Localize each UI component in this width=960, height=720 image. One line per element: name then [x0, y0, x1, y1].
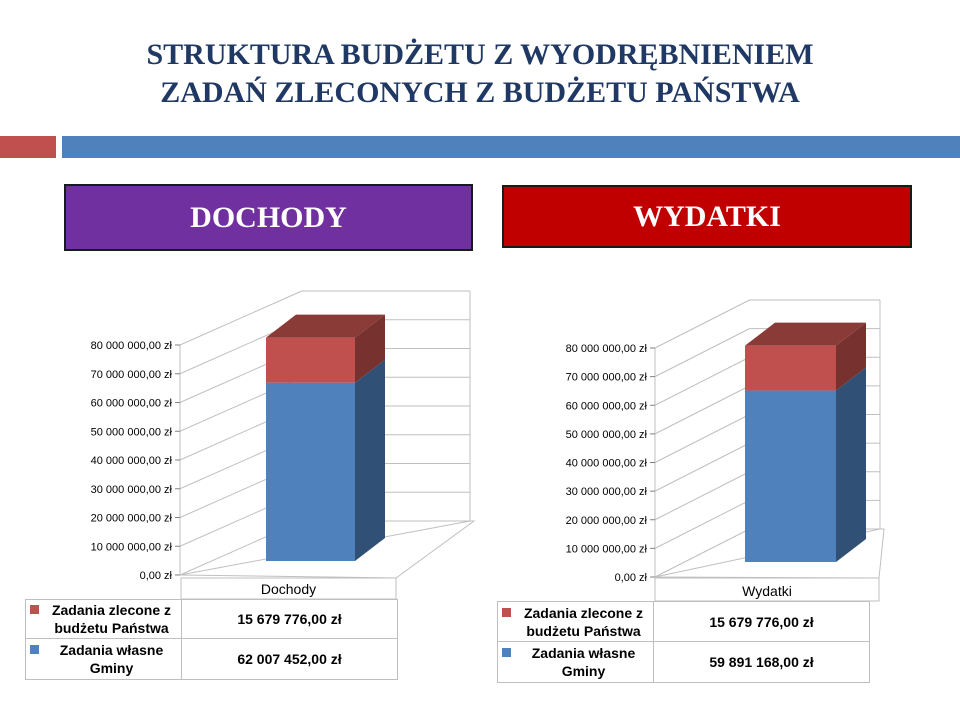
- table-row: [498, 602, 870, 642]
- y-tick-label: 70 000 000,00 zł: [565, 371, 647, 384]
- y-tick-label: 60 000 000,00 zł: [90, 397, 172, 410]
- legend-swatch-red: [30, 605, 39, 614]
- bar-own-tasks-front: [745, 391, 836, 562]
- y-tick-label: 0,00 zł: [614, 572, 647, 584]
- income-data-table: [25, 599, 398, 680]
- gridline-side: [655, 443, 750, 491]
- expense-panel-label: WYDATKI: [633, 199, 781, 233]
- bar-own-tasks-side: [836, 368, 866, 562]
- bar-commissioned-tasks-front: [745, 346, 836, 391]
- bar-own-tasks-front: [266, 383, 355, 561]
- legend-swatch-red: [502, 608, 511, 617]
- y-tick-label: 30 000 000,00 zł: [90, 483, 172, 496]
- legend-own-expense: [498, 642, 654, 683]
- category-label: Dochody: [260, 581, 317, 597]
- bar-commissioned-tasks-front: [266, 338, 355, 383]
- gridline-side: [655, 529, 750, 577]
- gridline-side: [655, 472, 750, 520]
- legend-own-income: [26, 639, 182, 680]
- commissioned-income-value: 15 679 776,00 zł: [182, 600, 398, 639]
- legend-label: Zadania zlecone z budżetu Państwa: [523, 604, 644, 639]
- y-tick-label: 10 000 000,00 zł: [90, 541, 172, 554]
- gridline-side: [655, 300, 750, 348]
- y-tick-label: 20 000 000,00 zł: [90, 512, 172, 525]
- y-tick-label: 20 000 000,00 zł: [565, 514, 647, 527]
- gridline-side: [655, 500, 750, 548]
- y-tick-label: 80 000 000,00 zł: [90, 340, 172, 352]
- legend-swatch-blue: [502, 648, 511, 657]
- gridline-side: [655, 386, 750, 434]
- legend-label: Zadania własne Gminy: [531, 645, 636, 679]
- legend-label: Zadania zlecone z budżetu Państwa: [51, 602, 172, 636]
- table-row: [26, 600, 398, 639]
- legend-swatch-blue: [30, 645, 39, 654]
- y-tick-label: 70 000 000,00 zł: [90, 368, 172, 381]
- legend-label: Zadania własne Gminy: [59, 642, 164, 676]
- commissioned-expense-value: 15 679 776,00 zł: [654, 602, 870, 642]
- title-line-1: STRUKTURA BUDŻETU Z WYODRĘBNIENIEM: [146, 38, 814, 71]
- income-panel-label: DOCHODY: [190, 200, 347, 234]
- y-tick-label: 0,00 zł: [139, 570, 172, 582]
- y-tick-label: 80 000 000,00 zł: [565, 343, 647, 355]
- own-expense-value: 59 891 168,00 zł: [654, 642, 870, 683]
- title-line-2: ZADAŃ ZLECONYCH Z BUDŻETU PAŃSTWA: [160, 76, 800, 109]
- expense-data-table: [497, 601, 870, 683]
- y-tick-label: 60 000 000,00 zł: [565, 400, 647, 413]
- gridline-side: [655, 329, 750, 377]
- y-tick-label: 40 000 000,00 zł: [90, 455, 172, 467]
- y-tick-label: 30 000 000,00 zł: [565, 486, 647, 499]
- bar-own-tasks-side: [355, 360, 385, 561]
- legend-commissioned-income: [26, 600, 182, 639]
- own-income-value: 62 007 452,00 zł: [182, 639, 398, 680]
- gridline-side: [655, 415, 750, 463]
- category-label: Wydatki: [742, 583, 792, 599]
- legend-commissioned-expense: [498, 602, 654, 642]
- gridline-side: [655, 357, 750, 405]
- table-row: [498, 642, 870, 683]
- y-tick-label: 40 000 000,00 zł: [565, 457, 647, 470]
- y-tick-label: 50 000 000,00 zł: [90, 426, 172, 439]
- table-row: [26, 639, 398, 680]
- y-tick-label: 50 000 000,00 zł: [565, 428, 647, 441]
- y-tick-label: 10 000 000,00 zł: [565, 543, 647, 556]
